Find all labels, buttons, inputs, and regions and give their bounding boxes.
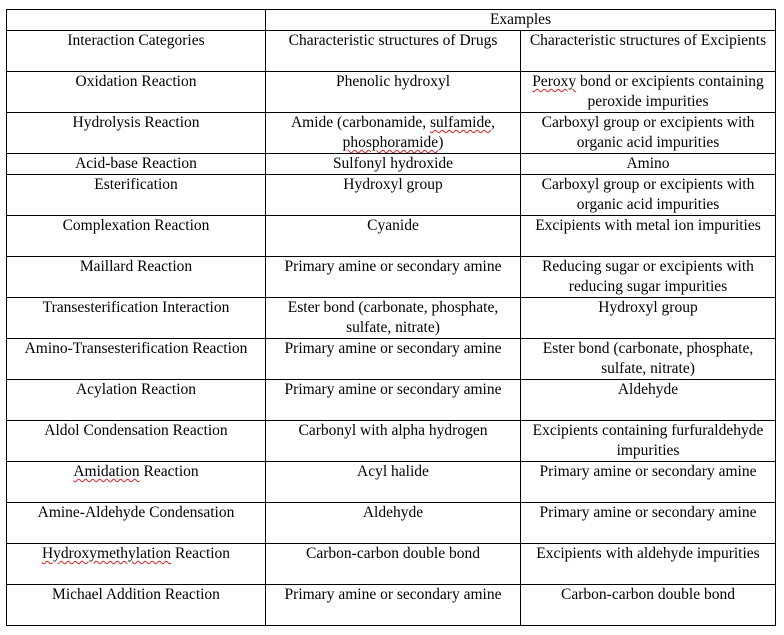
drug-cell: Ester bond (carbonate, phosphate, sulfate, nitrate) xyxy=(266,298,521,339)
drug-cell: Cyanide xyxy=(266,216,521,257)
examples-header: Examples xyxy=(266,10,776,31)
table-row xyxy=(7,380,776,421)
category-cell: Acylation Reaction xyxy=(7,380,266,421)
column-header-excipient-structures: Characteristic structures of Excipients xyxy=(521,31,776,72)
category-cell: Esterification xyxy=(7,175,266,216)
category-cell: Transesterification Interaction xyxy=(7,298,266,339)
excipient-cell: Excipients with aldehyde impurities xyxy=(521,544,776,585)
category-text: Reaction xyxy=(171,545,231,562)
category-cell: Aldol Condensation Reaction xyxy=(7,421,266,462)
table-row xyxy=(7,257,776,298)
category-text: Reaction xyxy=(139,463,199,480)
empty-header-cell xyxy=(7,10,266,31)
drug-text: Amide (carbonamide, xyxy=(290,114,430,131)
drug-cell: Aldehyde xyxy=(266,503,521,544)
category-cell xyxy=(7,462,266,503)
table-group-header-row xyxy=(7,10,776,31)
table-row xyxy=(7,175,776,216)
spellcheck-word: phosphoramide xyxy=(342,134,439,151)
category-cell: Hydrolysis Reaction xyxy=(7,113,266,154)
excipient-cell: Excipients containing furfuraldehyde impurities xyxy=(521,421,776,462)
spellcheck-word: sulfamide xyxy=(430,114,492,131)
table-column-header-row xyxy=(7,31,776,72)
excipient-cell: Excipients with metal ion impurities xyxy=(521,216,776,257)
drug-cell xyxy=(266,113,521,154)
column-header-drug-structures: Characteristic structures of Drugs xyxy=(266,31,521,72)
spellcheck-word: Hydroxymethylation xyxy=(41,545,172,562)
drug-cell: Primary amine or secondary amine xyxy=(266,257,521,298)
drug-cell: Acyl halide xyxy=(266,462,521,503)
drug-cell: Hydroxyl group xyxy=(266,175,521,216)
excipient-text: bond or excipients containing peroxide impurities xyxy=(576,73,764,110)
category-cell: Amino-Transesterification Reaction xyxy=(7,339,266,380)
drug-text: , xyxy=(491,114,495,131)
excipient-cell: Aldehyde xyxy=(521,380,776,421)
table-row xyxy=(7,339,776,380)
table-row xyxy=(7,421,776,462)
excipient-cell: Carbon-carbon double bond xyxy=(521,585,776,626)
drug-cell: Carbonyl with alpha hydrogen xyxy=(266,421,521,462)
excipient-cell: Primary amine or secondary amine xyxy=(521,503,776,544)
drug-cell: Phenolic hydroxyl xyxy=(266,72,521,113)
excipient-cell: Ester bond (carbonate, phosphate, sulfate, nitrate) xyxy=(521,339,776,380)
table-row xyxy=(7,585,776,626)
excipient-cell: Amino xyxy=(521,154,776,175)
spellcheck-word: Peroxy xyxy=(532,73,577,90)
table-row xyxy=(7,503,776,544)
table-row xyxy=(7,216,776,257)
table-row xyxy=(7,113,776,154)
excipient-cell xyxy=(521,72,776,113)
excipient-cell: Reducing sugar or excipients with reducing sugar impurities xyxy=(521,257,776,298)
excipient-cell: Primary amine or secondary amine xyxy=(521,462,776,503)
column-header-interaction-categories: Interaction Categories xyxy=(7,31,266,72)
drug-cell: Primary amine or secondary amine xyxy=(266,380,521,421)
excipient-cell: Hydroxyl group xyxy=(521,298,776,339)
drug-text: ) xyxy=(438,134,444,151)
excipient-cell: Carboxyl group or excipients with organic acid impurities xyxy=(521,113,776,154)
interaction-table xyxy=(6,9,776,626)
drug-cell: Carbon-carbon double bond xyxy=(266,544,521,585)
drug-cell: Primary amine or secondary amine xyxy=(266,339,521,380)
table-row xyxy=(7,72,776,113)
drug-cell: Primary amine or secondary amine xyxy=(266,585,521,626)
category-cell xyxy=(7,544,266,585)
excipient-cell: Carboxyl group or excipients with organic acid impurities xyxy=(521,175,776,216)
drug-cell: Sulfonyl hydroxide xyxy=(266,154,521,175)
spellcheck-word: Amidation xyxy=(73,463,140,480)
category-cell: Maillard Reaction xyxy=(7,257,266,298)
category-cell: Amine-Aldehyde Condensation xyxy=(7,503,266,544)
table-row xyxy=(7,462,776,503)
category-cell: Complexation Reaction xyxy=(7,216,266,257)
table-row xyxy=(7,544,776,585)
category-cell: Oxidation Reaction xyxy=(7,72,266,113)
category-cell: Acid-base Reaction xyxy=(7,154,266,175)
table-row xyxy=(7,154,776,175)
category-cell: Michael Addition Reaction xyxy=(7,585,266,626)
table-row xyxy=(7,298,776,339)
